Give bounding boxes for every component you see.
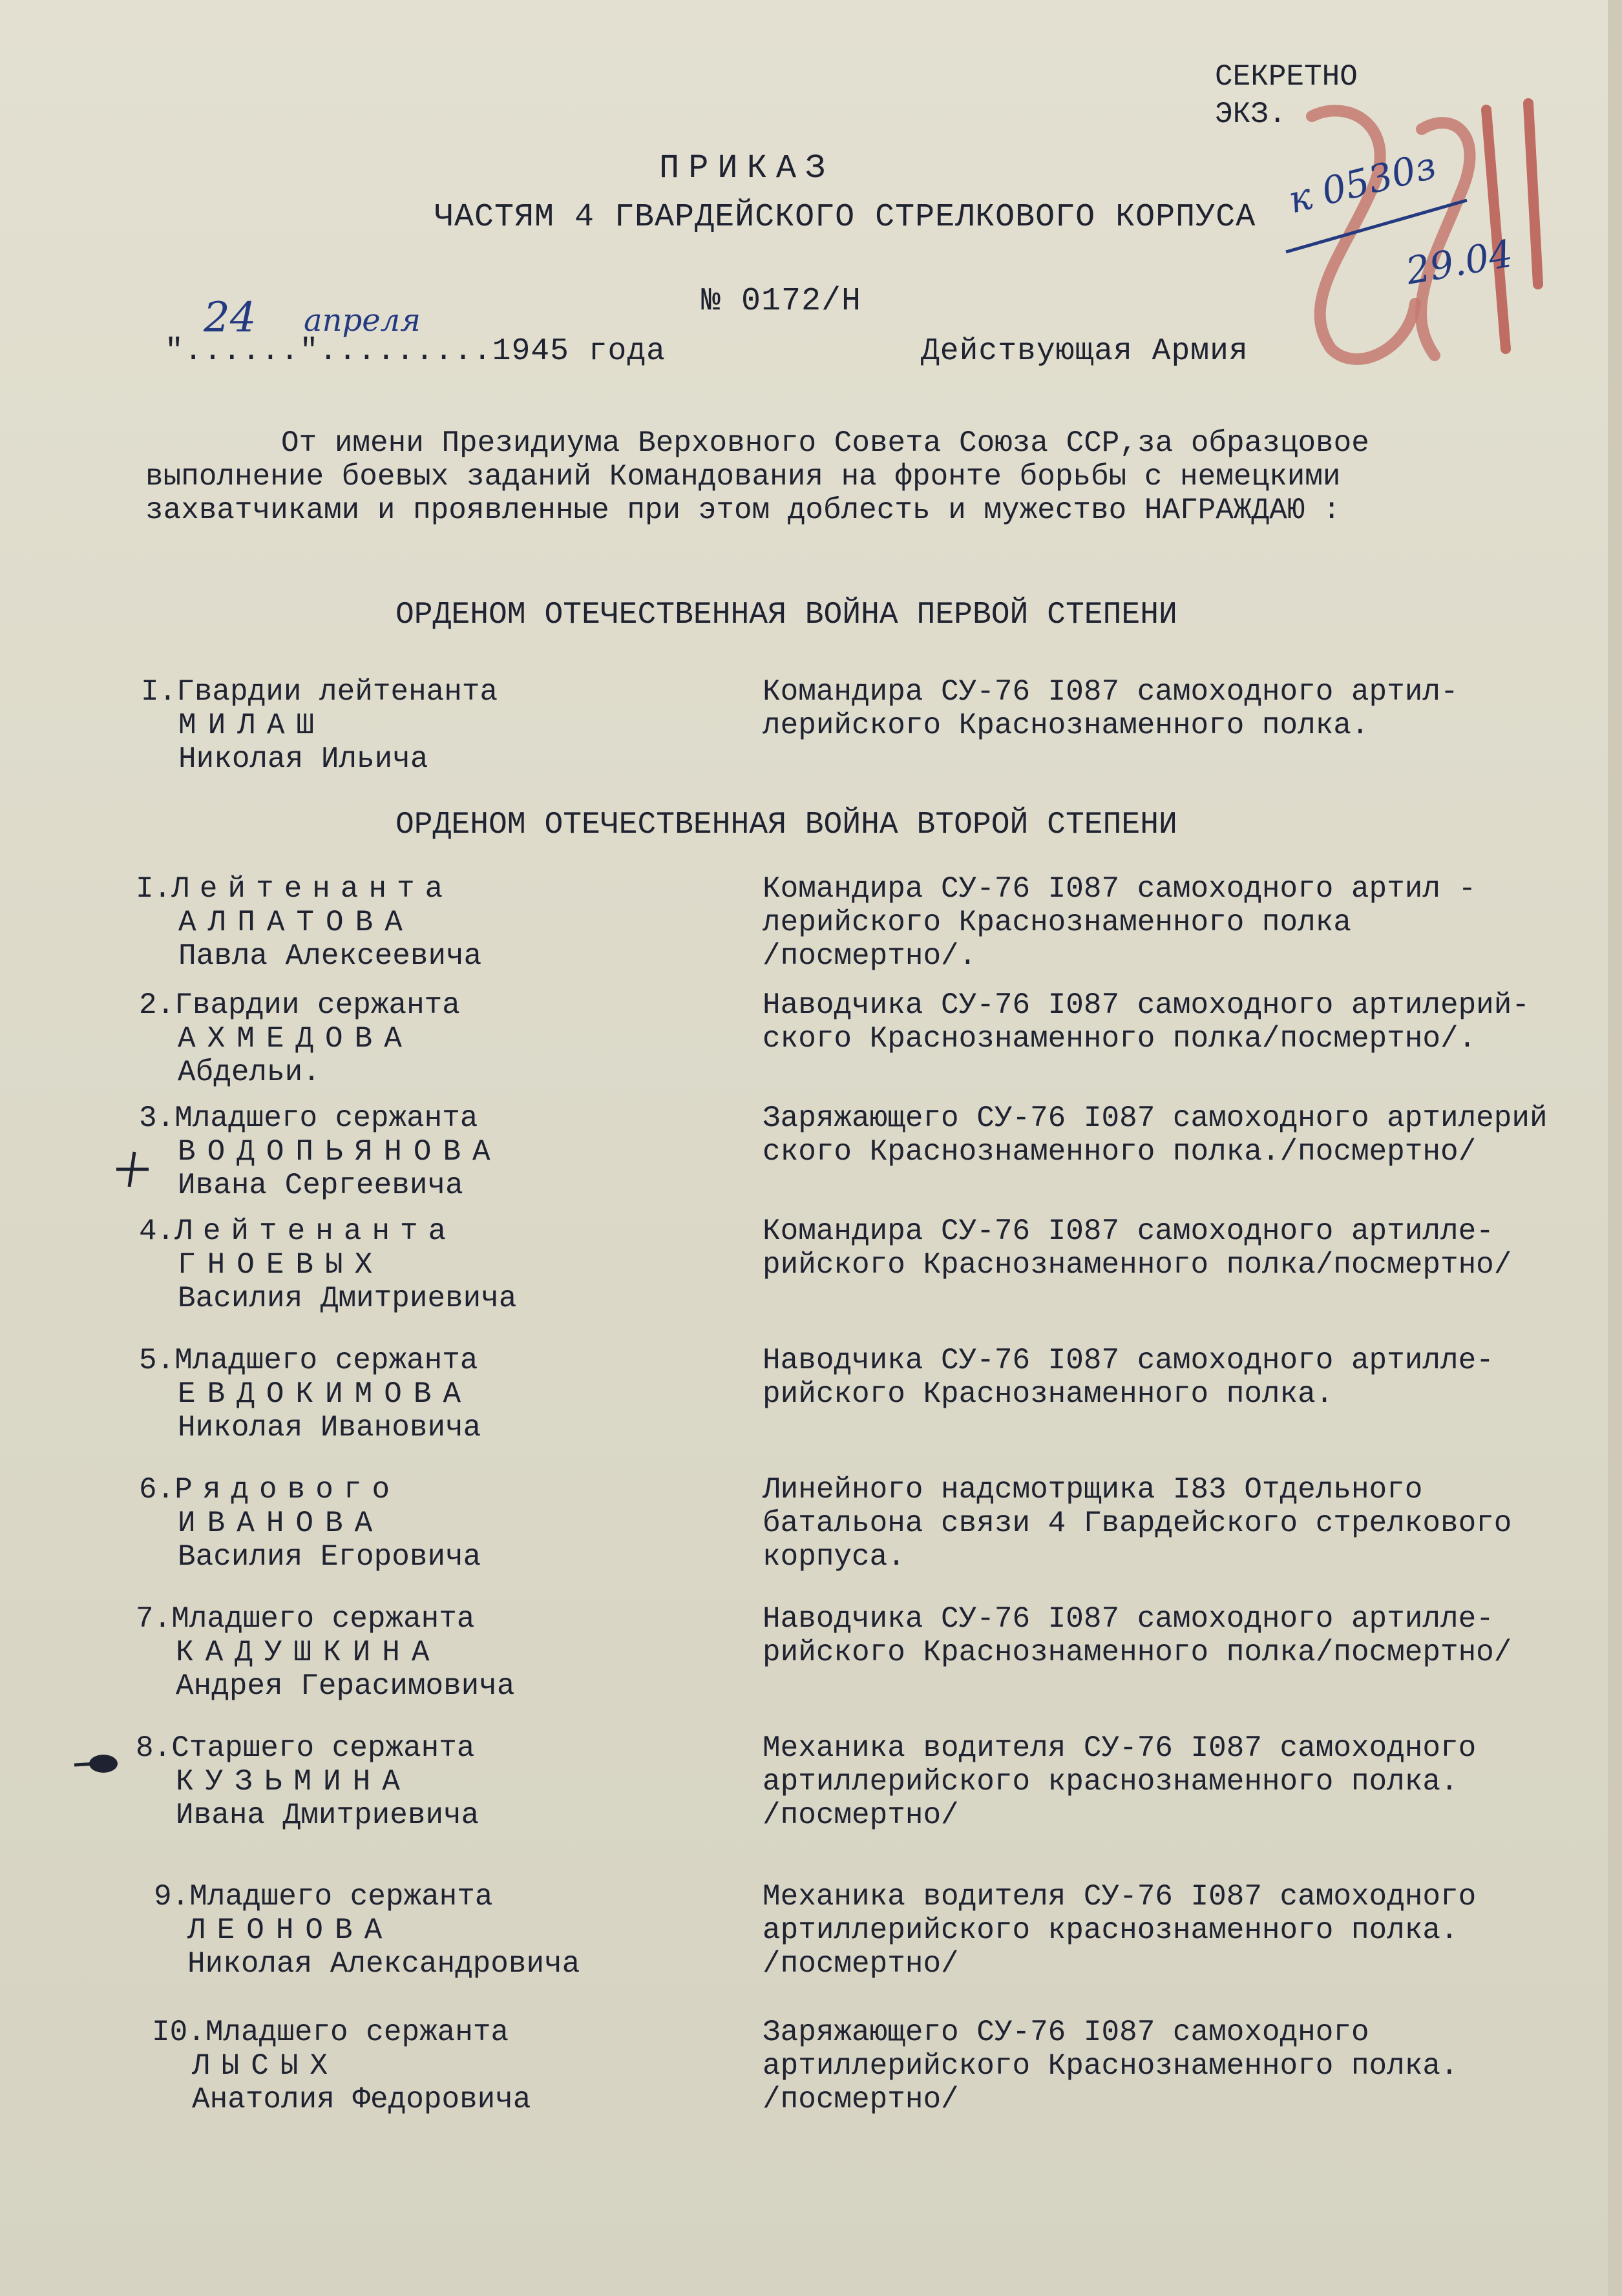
desc-line: рийского Краснознаменного полка/посмертно/	[763, 1248, 1512, 1282]
entry-number: 3.	[139, 1101, 175, 1135]
award-entry	[139, 1473, 481, 1574]
entry-given-name: Абдельи.	[178, 1056, 321, 1089]
entry-surname: КАДУШКИНА	[176, 1636, 441, 1669]
desc-line: /посмертно/	[763, 1947, 959, 1981]
entry-description	[763, 1602, 1511, 1669]
entry-surname: ЛЕОНОВА	[187, 1914, 394, 1947]
entry-number: 5.	[139, 1344, 175, 1377]
entry-number: 6.	[139, 1473, 175, 1507]
entry-given-name: Николая Ивановича	[178, 1411, 481, 1445]
entry-rank: Младшего сержанта	[205, 2016, 509, 2049]
desc-line: /посмертно/	[763, 2083, 959, 2116]
desc-line: /посмертно/.	[763, 939, 977, 973]
entry-given-name: Василия Егоровича	[178, 1540, 481, 1574]
handwritten-day: 24	[204, 294, 257, 342]
entry-rank: Старшего сержанта	[171, 1731, 475, 1765]
entry-description	[763, 1101, 1548, 1169]
entry-description	[763, 988, 1530, 1056]
desc-line: рийского Краснознаменного полка.	[763, 1377, 1334, 1411]
entry-surname: ЛЫСЫХ	[192, 2049, 340, 2083]
registration-stamp	[1273, 90, 1557, 381]
desc-line: /посмертно/	[763, 1799, 959, 1832]
award-entry	[139, 1101, 502, 1202]
entry-description	[763, 1215, 1511, 1282]
entry-given-name: Павла Алексеевича	[178, 939, 482, 973]
entry-description	[763, 1344, 1494, 1411]
award-entry	[136, 1602, 515, 1703]
desc-line: Заряжающего СУ-76 I087 самоходного артилерий	[763, 1101, 1548, 1135]
desc-line: Командира СУ-76 I087 самоходного артил -	[763, 872, 1477, 906]
entry-description	[763, 1473, 1511, 1574]
document-subtitle: ЧАСТЯМ 4 ГВАРДЕЙСКОГО СТРЕЛКОВОГО КОРПУСА	[434, 199, 1256, 236]
entry-number: 9.	[154, 1880, 190, 1914]
desc-line: ского Краснознаменного полка/посмертно/.	[763, 1022, 1477, 1056]
desc-line: Командира СУ-76 I087 самоходного артил-	[763, 675, 1459, 709]
entry-surname: ВОДОПЬЯНОВА	[178, 1135, 502, 1169]
entry-given-name: Ивана Дмитриевича	[176, 1799, 479, 1832]
award-entry	[136, 1731, 479, 1832]
army-label: Действующая Армия	[921, 334, 1248, 369]
ink-blot-mark	[71, 1744, 129, 1783]
entry-rank: Младшего сержанта	[174, 1344, 478, 1377]
intro-line: захватчиками и проявленные при этом доблесть и мужество НАГРАЖДАЮ :	[145, 494, 1341, 527]
document-title: ПРИКАЗ	[659, 149, 835, 187]
desc-line: лерийского Краснознаменного полка	[763, 906, 1351, 939]
entry-number: I.	[136, 872, 172, 906]
secret-label: СЕКРЕТНО	[1215, 60, 1358, 94]
entry-rank: Младшего сержанта	[189, 1880, 493, 1914]
entry-number: I0.	[152, 2016, 205, 2049]
award-entry	[139, 988, 460, 1089]
entry-number: 7.	[136, 1602, 172, 1636]
order-heading-first-degree: ОРДЕНОМ ОТЕЧЕСТВЕННАЯ ВОЙНА ПЕРВОЙ СТЕПЕНИ	[395, 598, 1177, 632]
entry-given-name: Ивана Сергеевича	[178, 1169, 463, 1202]
entry-surname: КУЗЬМИНА	[176, 1765, 412, 1799]
reg-number: к 0530з	[1283, 143, 1440, 222]
entry-given-name: Андрея Герасимовича	[176, 1669, 515, 1703]
date-line: "......".........1945 года	[165, 334, 666, 369]
desc-line: артиллерийского Краснознаменного полка.	[763, 2049, 1459, 2083]
desc-line: корпуса.	[763, 1540, 905, 1574]
entry-given-name: Анатолия Федоровича	[192, 2083, 531, 2116]
desc-line: Наводчика СУ-76 I087 самоходного артилле-	[763, 1344, 1494, 1377]
entry-rank: Рядового	[174, 1473, 401, 1507]
entry-surname: АЛПАТОВА	[178, 906, 414, 939]
desc-line: ского Краснознаменного полка./посмертно/	[763, 1135, 1477, 1169]
award-entry	[152, 2016, 531, 2116]
desc-line: Механика водителя СУ-76 I087 самоходного	[763, 1731, 1477, 1765]
entry-description	[763, 1731, 1476, 1832]
desc-line: Командира СУ-76 I087 самоходного артилле-	[763, 1215, 1494, 1248]
desc-line: рийского Краснознаменного полка/посмертно/	[763, 1636, 1512, 1669]
entry-given-name: Николая Ильича	[178, 742, 428, 776]
award-entry	[139, 1215, 517, 1315]
page-edge	[1608, 0, 1622, 2296]
entry-surname: МИЛАШ	[178, 709, 326, 742]
intro-line: От имени Президиума Верховного Совета Союза ССР,за образцовое	[281, 426, 1369, 460]
desc-line: батальона связи 4 Гвардейского стрелкового	[763, 1507, 1512, 1540]
desc-line: Линейного надсмотрщика I83 Отдельного	[763, 1473, 1423, 1507]
entry-given-name: Николая Александровича	[187, 1947, 580, 1981]
entry-rank: Лейтенанта	[171, 872, 454, 906]
entry-description	[763, 2016, 1459, 2116]
desc-line: Механика водителя СУ-76 I087 самоходного	[763, 1880, 1477, 1914]
handwritten-month: апреля	[304, 302, 421, 339]
award-entry	[136, 872, 481, 973]
entry-rank: Гвардии лейтенанта	[176, 675, 498, 709]
entry-number: 2.	[139, 988, 175, 1022]
desc-line: лерийского Краснознаменного полка.	[763, 709, 1369, 742]
order-number: № 0172/Н	[701, 283, 862, 320]
entry-rank: Младшего сержанта	[171, 1602, 475, 1636]
margin-cross-mark	[110, 1147, 155, 1192]
entry-rank: Гвардии сержанта	[174, 988, 460, 1022]
desc-line: Заряжающего СУ-76 I087 самоходного	[763, 2016, 1369, 2049]
award-entry	[154, 1880, 580, 1981]
desc-line: Наводчика СУ-76 I087 самоходного артилле-	[763, 1602, 1494, 1636]
copy-label: ЭКЗ.	[1215, 98, 1287, 131]
entry-surname: ГНОЕВЫХ	[178, 1248, 384, 1282]
reg-date: 29.04	[1402, 231, 1516, 293]
entry-surname: ИВАНОВА	[178, 1507, 384, 1540]
entry-rank: Младшего сержанта	[174, 1101, 478, 1135]
desc-line: артиллерийского краснознаменного полка.	[763, 1914, 1459, 1947]
award-entry	[141, 675, 498, 776]
desc-line: артиллерийского краснознаменного полка.	[763, 1765, 1459, 1799]
entry-number: I.	[141, 675, 177, 709]
entry-description	[763, 872, 1476, 973]
entry-rank: Лейтенанта	[174, 1215, 457, 1248]
award-entry	[139, 1344, 481, 1445]
entry-number: 4.	[139, 1215, 175, 1248]
desc-line: Наводчика СУ-76 I087 самоходного артилерий-	[763, 988, 1530, 1022]
entry-description	[763, 675, 1459, 742]
entry-number: 8.	[136, 1731, 172, 1765]
entry-description	[763, 1880, 1476, 1981]
intro-line: выполнение боевых заданий Командования на фронте борьбы с немецкими	[145, 460, 1341, 494]
entry-surname: ЕВДОКИМОВА	[178, 1377, 473, 1411]
order-heading-second-degree: ОРДЕНОМ ОТЕЧЕСТВЕННАЯ ВОЙНА ВТОРОЙ СТЕПЕНИ	[395, 808, 1177, 842]
intro-paragraph	[145, 426, 1369, 527]
entry-surname: АХМЕДОВА	[178, 1022, 414, 1056]
entry-given-name: Василия Дмитриевича	[178, 1282, 517, 1315]
